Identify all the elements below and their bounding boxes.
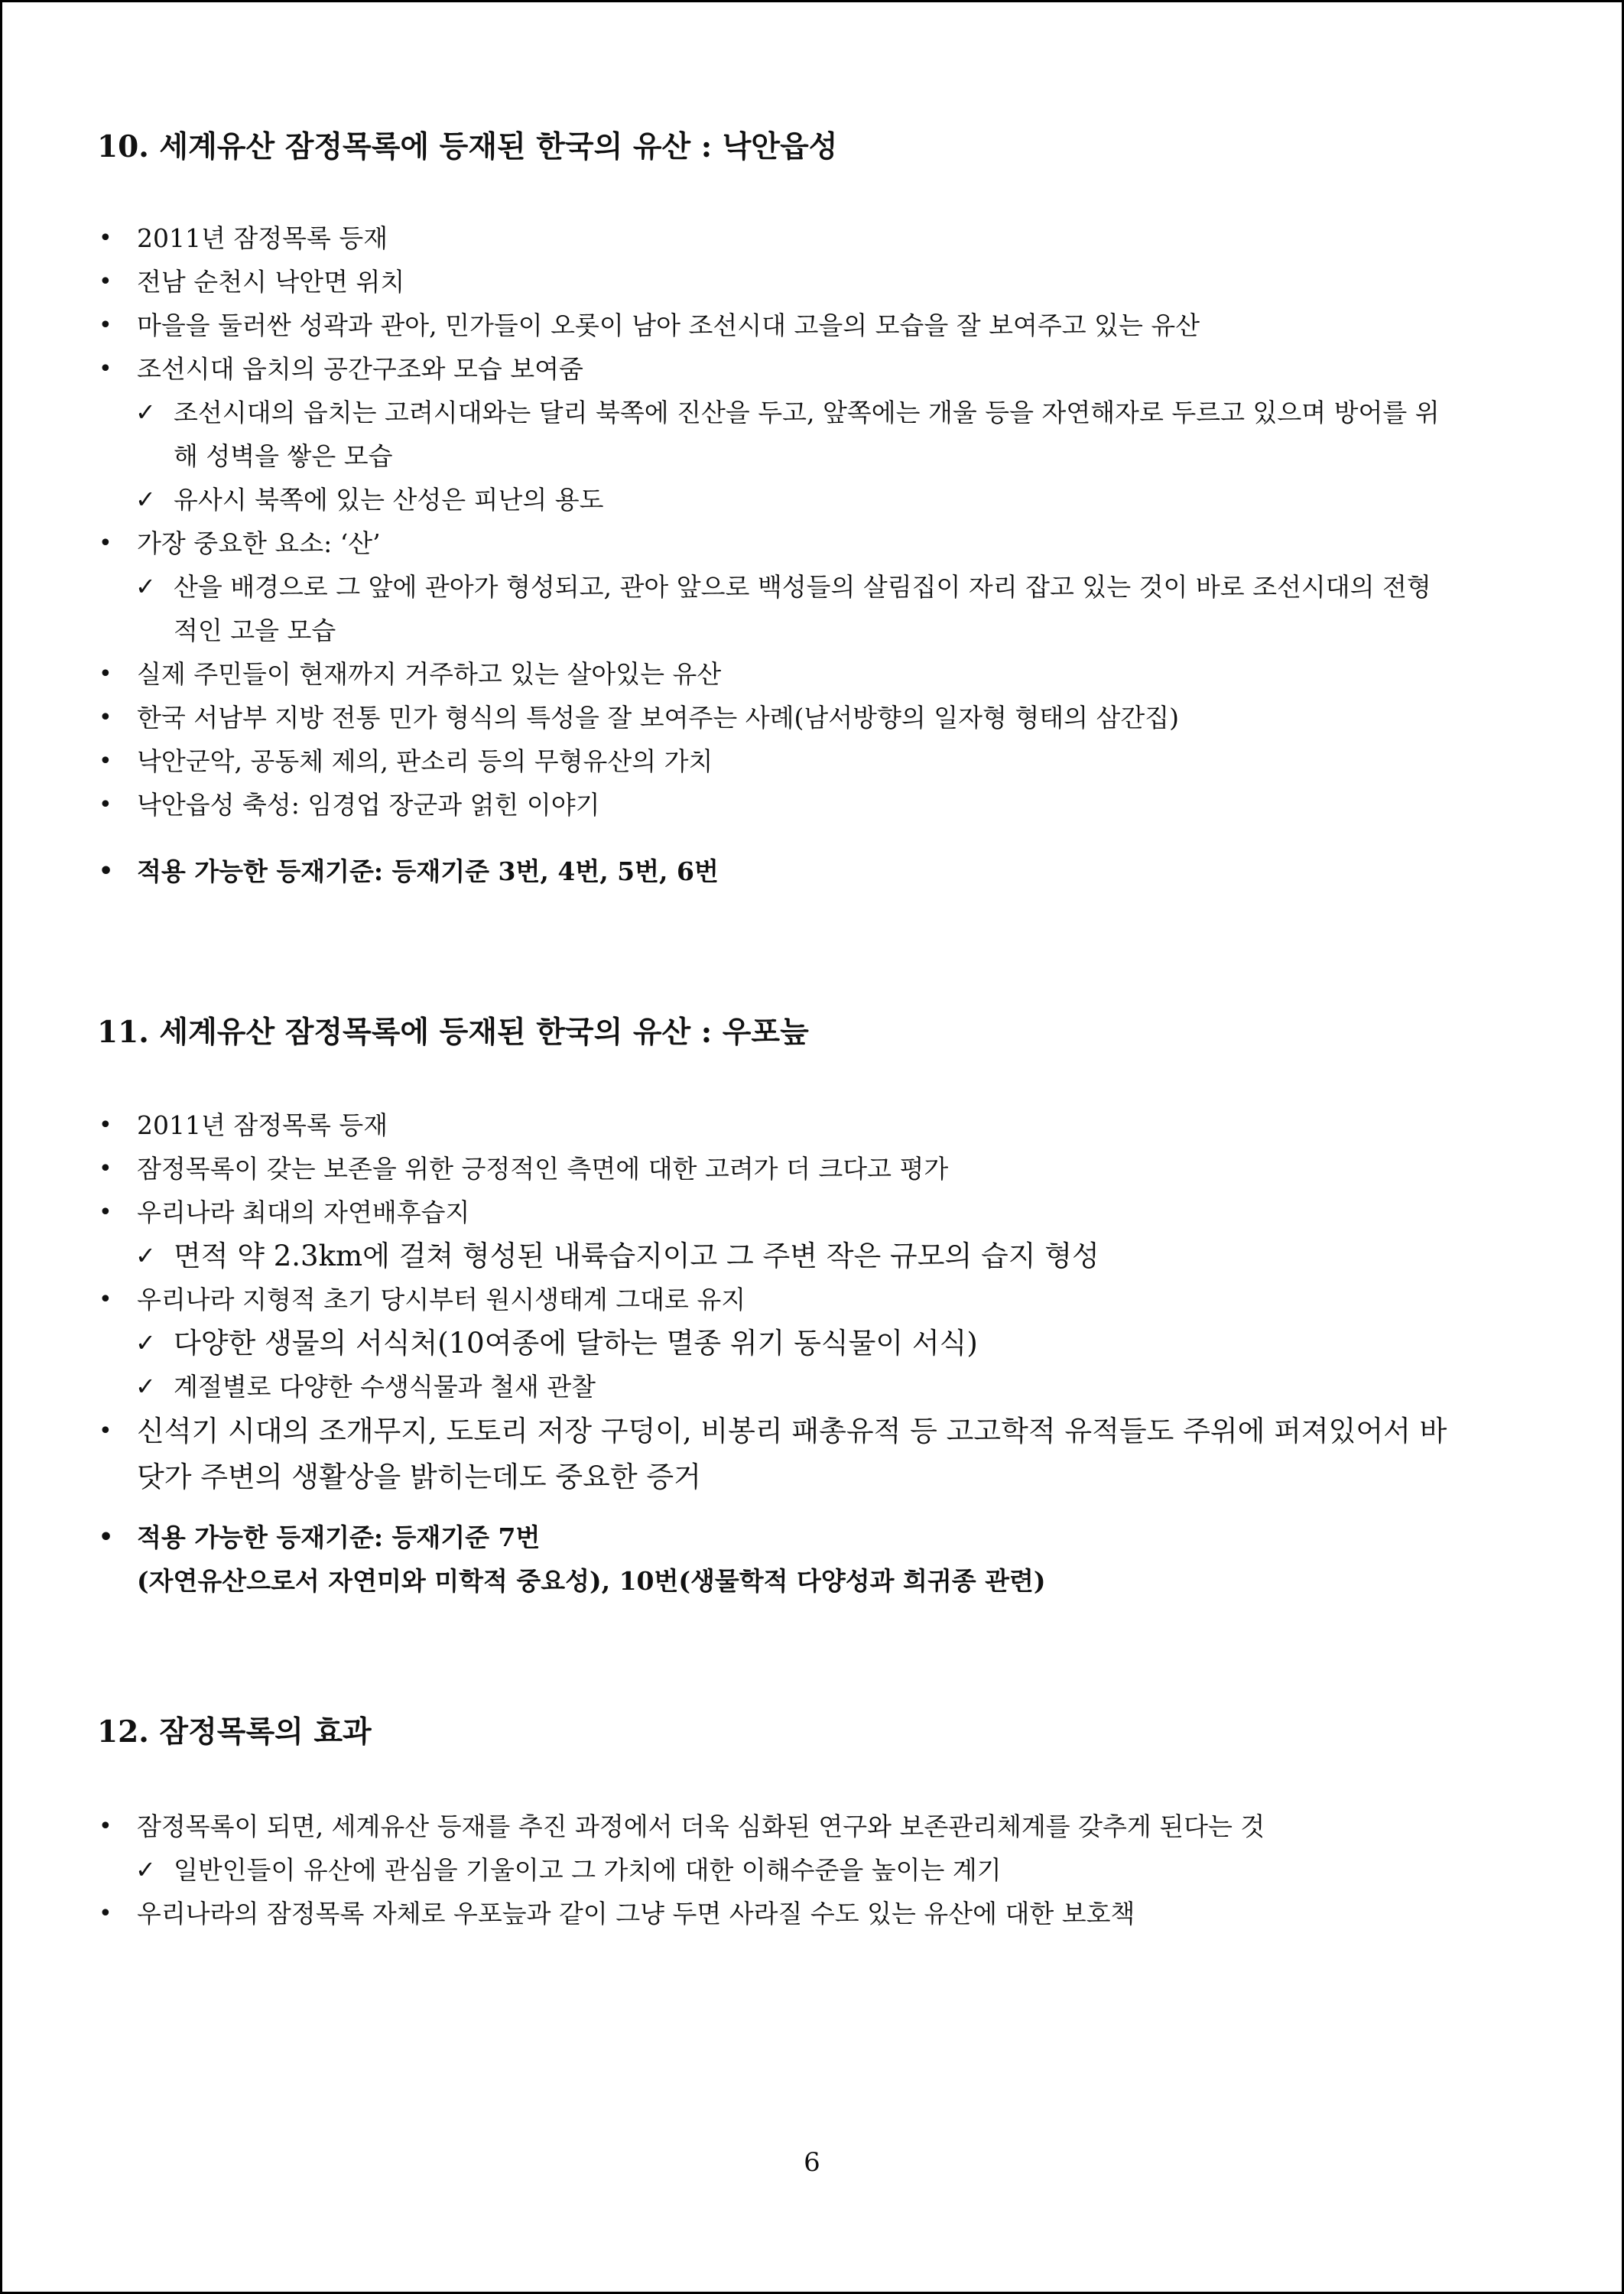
- bullet-icon: •: [99, 1199, 112, 1226]
- list-item: • 조선시대 읍치의 공간구조와 모습 보여줌: [97, 347, 1455, 391]
- bullet-icon: •: [99, 748, 112, 775]
- sub-list-item: ✓ 조선시대의 읍치는 고려시대와는 달리 북쪽에 진산을 두고, 앞쪽에는 개울 등을 자연해자로 두르고 있으며 방어를 위해 성벽을 쌓은 모습: [97, 391, 1455, 478]
- sub-list-item: ✓ 산을 배경으로 그 앞에 관아가 형성되고, 관아 앞으로 백성들의 살림집이 자리 잡고 있는 것이 바로 조선시대의 전형적인 고을 모습: [97, 565, 1455, 652]
- bullet-icon: •: [99, 858, 114, 885]
- list-item: • 한국 서남부 지방 전통 민가 형식의 특성을 잘 보여주는 사례(남서방향의 일자형 형태의 삼간집): [97, 696, 1455, 739]
- bullet-icon: •: [99, 530, 112, 557]
- list-item: • 신석기 시대의 조개무지, 도토리 저장 구덩이, 비봉리 패총유적 등 고고학적 유적들도 주위에 퍼져있어서 바닷가 주변의 생활상을 밝히는데도 중요한 증거: [97, 1409, 1455, 1500]
- bullet-icon: •: [99, 268, 112, 295]
- bullet-icon: •: [99, 225, 112, 252]
- bullet-icon: •: [99, 356, 112, 382]
- bullet-icon: •: [99, 1524, 114, 1551]
- list-item: • 잠정목록이 되면, 세계유산 등재를 추진 과정에서 더욱 심화된 연구와 보존관리체계를 갖추게 된다는 것: [97, 1805, 1455, 1848]
- list-item: • 우리나라 최대의 자연배후습지: [97, 1191, 1455, 1234]
- sub-list-item: ✓ 계절별로 다양한 수생식물과 철새 관찰: [97, 1365, 1455, 1409]
- spacer: [97, 1500, 1455, 1516]
- list-item: • 가장 중요한 요소: ‘산’: [97, 522, 1455, 565]
- section-11-heading: 11. 세계유산 잠정목록에 등재된 한국의 유산 : 우포늪: [97, 1015, 809, 1050]
- list-item: • 낙안읍성 축성: 임경업 장군과 얽힌 이야기: [97, 783, 1455, 827]
- list-item: • 잠정목록이 갖는 보존을 위한 긍정적인 측면에 대한 고려가 더 크다고 평가: [97, 1147, 1455, 1191]
- bullet-icon: •: [99, 1813, 112, 1840]
- checkmark-icon: ✓: [135, 398, 156, 427]
- bullet-icon: •: [99, 704, 112, 731]
- bullet-icon: •: [99, 1155, 112, 1182]
- list-item: • 마을을 둘러싼 성곽과 관아, 민가들이 오롯이 남아 조선시대 고을의 모습을 잘 보여주고 있는 유산: [97, 304, 1455, 347]
- checkmark-icon: ✓: [135, 485, 156, 514]
- checkmark-icon: ✓: [135, 1372, 156, 1401]
- page-number: 6: [804, 2147, 820, 2178]
- bullet-icon: •: [99, 1418, 112, 1444]
- sub-list-item: ✓ 면적 약 2.3km에 걸쳐 형성된 내륙습지이고 그 주변 작은 규모의 습지 형성: [97, 1234, 1455, 1278]
- bullet-icon: •: [99, 1900, 112, 1927]
- sub-list-item: ✓ 일반인들이 유산에 관심을 기울이고 그 가치에 대한 이해수준을 높이는 계기: [97, 1848, 1455, 1892]
- list-item: • 2011년 잠정목록 등재: [97, 216, 1455, 260]
- sub-list-item: ✓ 다양한 생물의 서식처(10여종에 달하는 멸종 위기 동식물이 서식): [97, 1321, 1455, 1365]
- list-item: • 전남 순천시 낙안면 위치: [97, 260, 1455, 304]
- section-12-heading: 12. 잠정목록의 효과: [97, 1714, 372, 1750]
- list-item: • 우리나라의 잠정목록 자체로 우포늪과 같이 그냥 두면 사라질 수도 있는 유산에 대한 보호책: [97, 1892, 1455, 1935]
- section-11-list: [97, 1103, 1455, 1603]
- spacer: [97, 827, 1455, 850]
- criteria-item: • 적용 가능한 등재기준: 등재기준 7번: [97, 1516, 1455, 1559]
- list-item: • 실제 주민들이 현재까지 거주하고 있는 살아있는 유산: [97, 652, 1455, 696]
- section-12-list: [97, 1805, 1455, 1935]
- criteria-item: • 적용 가능한 등재기준: 등재기준 3번, 4번, 5번, 6번: [97, 850, 1455, 893]
- list-item: • 우리나라 지형적 초기 당시부터 원시생태계 그대로 유지: [97, 1278, 1455, 1321]
- bullet-icon: •: [99, 1112, 112, 1139]
- criteria-item-continued: (자연유산으로서 자연미와 미학적 중요성), 10번(생물학적 다양성과 희귀종 관련): [137, 1566, 1046, 1596]
- sub-list-item: ✓ 유사시 북쪽에 있는 산성은 피난의 용도: [97, 478, 1455, 522]
- section-10-list: [97, 216, 1455, 893]
- checkmark-icon: ✓: [135, 572, 156, 601]
- section-10-heading: 10. 세계유산 잠정목록에 등재된 한국의 유산 : 낙안읍성: [97, 129, 838, 164]
- checkmark-icon: ✓: [135, 1241, 156, 1270]
- checkmark-icon: ✓: [135, 1328, 156, 1357]
- bullet-icon: •: [99, 661, 112, 687]
- list-item: • 낙안군악, 공동체 제의, 판소리 등의 무형유산의 가치: [97, 739, 1455, 783]
- list-item: • 2011년 잠정목록 등재: [97, 1103, 1455, 1147]
- bullet-icon: •: [99, 312, 112, 339]
- bullet-icon: •: [99, 1286, 112, 1313]
- checkmark-icon: ✓: [135, 1855, 156, 1884]
- bullet-icon: •: [99, 791, 112, 818]
